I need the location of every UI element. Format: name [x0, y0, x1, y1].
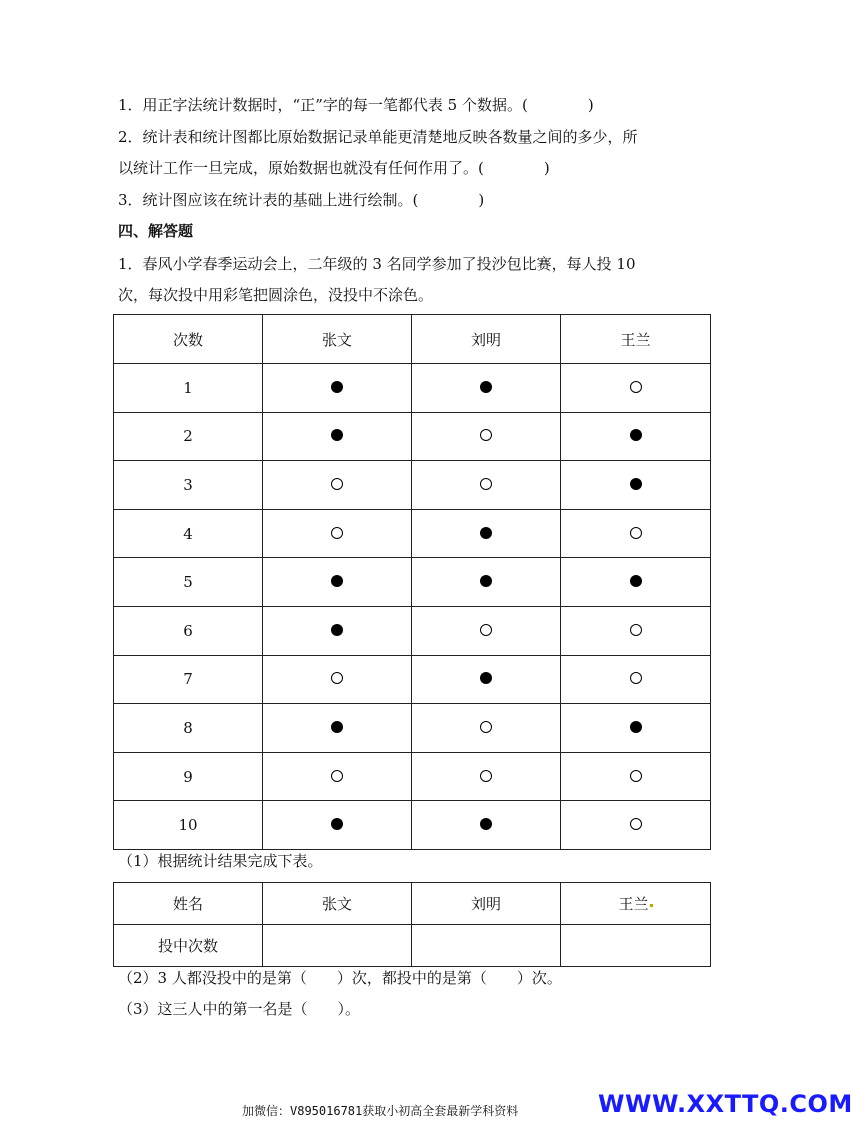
statement-2b: 以统计工作一旦完成，原始数据也就没有任何作用了。( )	[118, 159, 550, 177]
throw-number: 10	[114, 801, 263, 850]
empty-circle-icon	[480, 624, 492, 636]
mark-cell	[263, 558, 412, 607]
mark-cell	[412, 655, 561, 704]
statement-2a: 2．统计表和统计图都比原始数据记录单能更清楚地反映各数量之间的多少，所	[118, 128, 638, 146]
filled-circle-icon	[331, 381, 343, 393]
filled-circle-icon	[630, 721, 642, 733]
record-table	[113, 314, 711, 850]
record-row	[114, 606, 711, 655]
mark-cell	[412, 801, 561, 850]
mark-cell	[561, 558, 711, 607]
header-cell: 次数	[114, 315, 263, 364]
mark-cell	[412, 509, 561, 558]
mark-cell	[561, 364, 711, 413]
filled-circle-icon	[331, 429, 343, 441]
filled-circle-icon	[480, 381, 492, 393]
summary-answer-row	[114, 925, 711, 967]
throw-number: 3	[114, 461, 263, 510]
throw-number: 6	[114, 606, 263, 655]
site-logo: WWW.XXTTQ.COM	[598, 1090, 853, 1118]
throw-number: 9	[114, 752, 263, 801]
mark-cell	[263, 704, 412, 753]
empty-circle-icon	[331, 478, 343, 490]
mark-cell	[561, 752, 711, 801]
header-cell: 姓名	[114, 883, 263, 925]
record-header-row	[114, 315, 711, 364]
filled-circle-icon	[630, 478, 642, 490]
header-cell: 王兰	[561, 315, 711, 364]
mark-cell	[561, 606, 711, 655]
filled-circle-icon	[331, 818, 343, 830]
summary-table	[113, 882, 711, 967]
empty-circle-icon	[331, 770, 343, 782]
record-row	[114, 364, 711, 413]
throw-number: 4	[114, 509, 263, 558]
answer-cell[interactable]	[412, 925, 561, 967]
throw-number: 5	[114, 558, 263, 607]
record-row	[114, 704, 711, 753]
throw-number: 1	[114, 364, 263, 413]
header-text: 王兰	[618, 895, 649, 913]
mark-cell	[561, 509, 711, 558]
sub-question-3: （3）这三人中的第一名是（ ）。	[118, 1000, 361, 1018]
answer-cell[interactable]	[263, 925, 412, 967]
mark-cell	[561, 655, 711, 704]
throw-number: 7	[114, 655, 263, 704]
empty-circle-icon	[480, 770, 492, 782]
statement-1: 1．用正字法统计数据时，“正”字的每一笔都代表 5 个数据。( )	[118, 96, 594, 114]
filled-circle-icon	[480, 575, 492, 587]
empty-circle-icon	[630, 624, 642, 636]
sub-question-2: （2）3 人都没投中的是第（ ）次，都投中的是第（ ）次。	[118, 969, 562, 987]
record-row	[114, 509, 711, 558]
header-cell: 刘明	[412, 315, 561, 364]
record-row	[114, 412, 711, 461]
mark-cell	[412, 606, 561, 655]
header-cell: 刘明	[412, 883, 561, 925]
throw-number: 8	[114, 704, 263, 753]
statement-3: 3．统计图应该在统计表的基础上进行绘制。( )	[118, 191, 485, 209]
mark-cell	[412, 364, 561, 413]
header-cell	[561, 883, 711, 925]
empty-circle-icon	[630, 770, 642, 782]
mark-cell	[263, 364, 412, 413]
record-row	[114, 801, 711, 850]
answer-cell[interactable]	[561, 925, 711, 967]
problem-intro-2: 次，每次投中用彩笔把圆涂色，没投中不涂色。	[118, 286, 434, 304]
record-row	[114, 461, 711, 510]
mark-cell	[561, 801, 711, 850]
empty-circle-icon	[480, 721, 492, 733]
problem-intro-1: 1．春风小学春季运动会上，二年级的 3 名同学参加了投沙包比赛，每人投 10	[118, 255, 636, 273]
footer-note: 加微信：V895016781获取小初高全套最新学科资料	[242, 1104, 519, 1118]
empty-circle-icon	[630, 818, 642, 830]
mark-cell	[561, 412, 711, 461]
record-row	[114, 558, 711, 607]
empty-circle-icon	[480, 429, 492, 441]
header-cell: 张文	[263, 315, 412, 364]
mark-cell	[412, 461, 561, 510]
section-heading: 四、解答题	[118, 222, 194, 240]
filled-circle-icon	[480, 672, 492, 684]
mark-cell	[263, 412, 412, 461]
filled-circle-icon	[480, 527, 492, 539]
header-cell: 张文	[263, 883, 412, 925]
throw-number: 2	[114, 412, 263, 461]
mark-cell	[412, 752, 561, 801]
filled-circle-icon	[630, 429, 642, 441]
record-row	[114, 655, 711, 704]
mark-cell	[561, 704, 711, 753]
empty-circle-icon	[331, 672, 343, 684]
empty-circle-icon	[630, 381, 642, 393]
accent-dot	[650, 904, 653, 907]
row-label: 投中次数	[114, 925, 263, 967]
empty-circle-icon	[630, 527, 642, 539]
mark-cell	[263, 606, 412, 655]
mark-cell	[263, 655, 412, 704]
mark-cell	[412, 704, 561, 753]
mark-cell	[263, 509, 412, 558]
mark-cell	[412, 558, 561, 607]
filled-circle-icon	[331, 721, 343, 733]
mark-cell	[263, 461, 412, 510]
record-row	[114, 752, 711, 801]
empty-circle-icon	[331, 527, 343, 539]
mark-cell	[263, 801, 412, 850]
sub-question-1: （1）根据统计结果完成下表。	[118, 852, 323, 870]
filled-circle-icon	[331, 624, 343, 636]
summary-header-row	[114, 883, 711, 925]
mark-cell	[412, 412, 561, 461]
filled-circle-icon	[331, 575, 343, 587]
filled-circle-icon	[630, 575, 642, 587]
empty-circle-icon	[630, 672, 642, 684]
mark-cell	[561, 461, 711, 510]
empty-circle-icon	[480, 478, 492, 490]
filled-circle-icon	[480, 818, 492, 830]
mark-cell	[263, 752, 412, 801]
